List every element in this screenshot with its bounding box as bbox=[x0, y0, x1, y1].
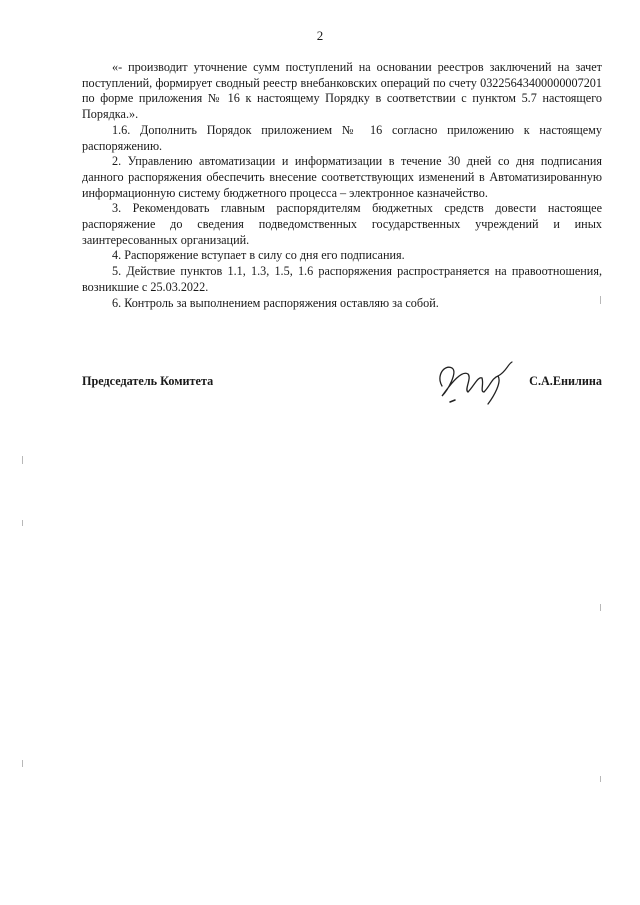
scan-speck bbox=[22, 520, 23, 526]
page-number: 2 bbox=[316, 28, 324, 43]
signatory-role: Председатель Комитета bbox=[82, 374, 214, 388]
scan-speck bbox=[22, 456, 23, 464]
signatory-name: С.А.Енилина bbox=[529, 374, 602, 388]
paragraph-6: 6. Контроль за выполнением распоряжения оставляю за собой. bbox=[112, 295, 439, 310]
scan-speck bbox=[600, 296, 601, 304]
paragraph-1-6: 1.6. Дополнить Порядок приложением № 16 согласно приложению к настоящему распоряжению. bbox=[82, 122, 602, 153]
scan-speck bbox=[22, 760, 23, 767]
paragraph-4: 4. Распоряжение вступает в силу со дня его подписания. bbox=[112, 248, 405, 263]
signature-block bbox=[82, 368, 602, 408]
document-body bbox=[82, 60, 602, 311]
scan-speck bbox=[600, 604, 601, 611]
paragraph-2: 2. Управлению автоматизации и информатизации в течение 30 дней со дня подписания данного распоряжения обеспечить внесение соответствующих изменений в Автоматизированную информационную систему бюджетного процесса – электронное казначейство. bbox=[82, 154, 602, 200]
paragraph-accounting-clause: «- производит уточнение сумм поступлений на основании реестров заключений на зачет поступлений, формирует сводный реестр внебанковских операций по счету 03225643400000007201 по форме приложения № 16 к настоящему Порядку в соответствии с пунктом 5.7 настоящего Порядка.». bbox=[82, 60, 602, 122]
scan-speck bbox=[600, 776, 601, 782]
paragraph-5: 5. Действие пунктов 1.1, 1.3, 1.5, 1.6 распоряжения распространяется на правоотношения, возникшие с 25.03.2022. bbox=[82, 264, 602, 294]
paragraph-3: 3. Рекомендовать главным распорядителям бюджетных средств довести настоящее распоряжение до сведения подведомственных государственных учреждений и иных заинтересованных организаций. bbox=[82, 201, 602, 247]
